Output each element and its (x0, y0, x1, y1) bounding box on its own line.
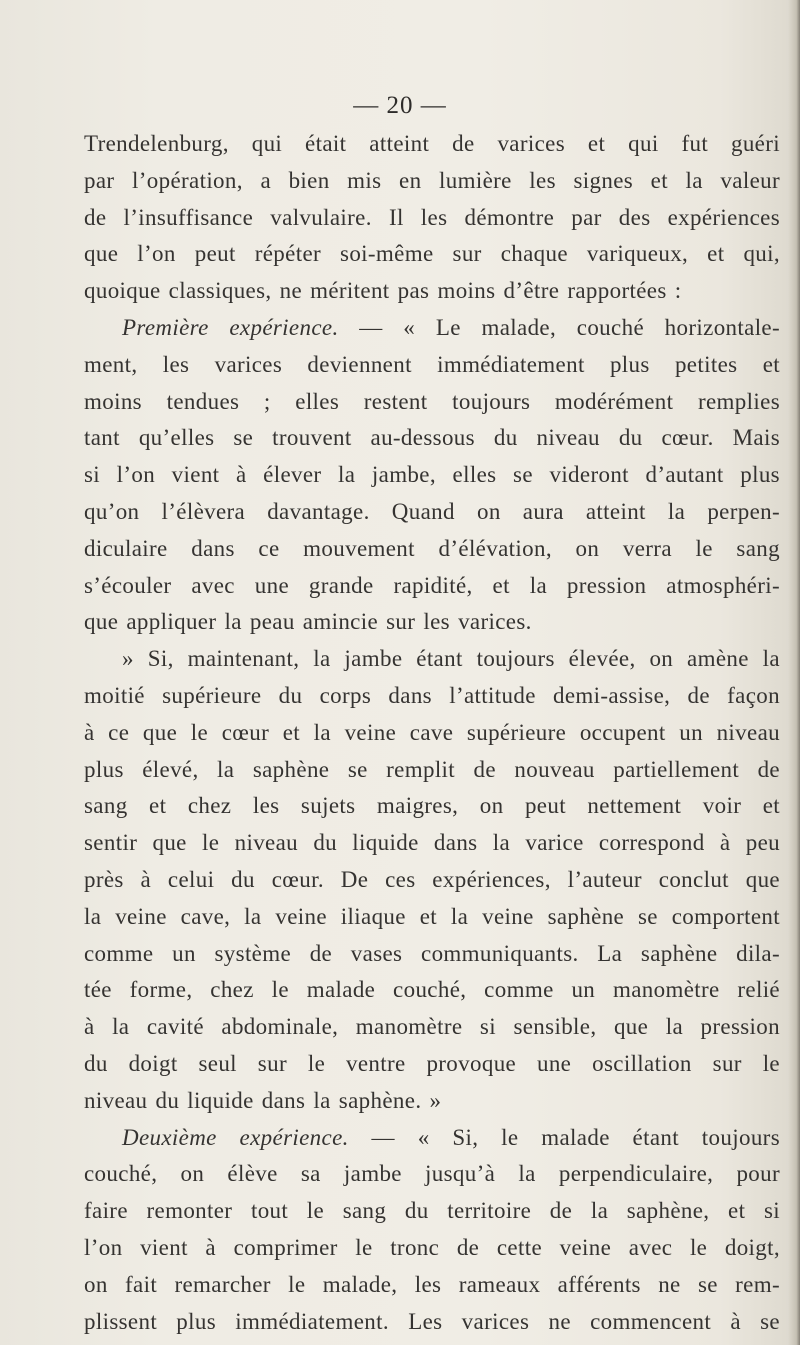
line-text: niveau du liquide dans la saphène. » (84, 1087, 442, 1113)
text-line (84, 936, 780, 973)
text-line (84, 1193, 780, 1230)
line-text: quoique classiques, ne méritent pas moins d’être rapportées : (84, 278, 682, 304)
line-text: que l’on peut répéter soi-même sur chaque variqueux, et qui, (84, 241, 780, 267)
line-text: du doigt seul sur le ventre provoque une oscillation sur le (84, 1050, 780, 1076)
line-text: plus élevé, la saphène se remplit de nouveau partiellement de (84, 756, 780, 782)
line-text: que appliquer la peau amincie sur les varices. (84, 609, 532, 635)
text-line (84, 1304, 780, 1341)
text-line (84, 457, 780, 494)
text-line (84, 384, 780, 421)
text-line (84, 236, 780, 273)
page-edge-shadow (788, 0, 800, 1345)
text-line (84, 678, 780, 715)
text-line (84, 1156, 780, 1193)
line-text: l’on vient à comprimer le tronc de cette veine avec le doigt, (84, 1234, 780, 1260)
line-text: sang et chez les sujets maigres, on peut nettement voir et (84, 793, 780, 819)
italic-heading: Deuxième expérience. (122, 1124, 349, 1150)
text-line (84, 604, 780, 641)
line-text: près à celui du cœur. De ces expériences, l’auteur conclut que (84, 866, 780, 892)
line-text: plissent plus immédiatement. Les varices ne commencent à se (84, 1308, 780, 1334)
line-text: diculaire dans ce mouvement d’élévation, on verra le sang (84, 535, 780, 561)
line-text: tant qu’elles se trouvent au-dessous du niveau du cœur. Mais (84, 425, 780, 451)
text-line (84, 862, 780, 899)
line-text: à la cavité abdominale, manomètre si sensible, que la pression (84, 1014, 780, 1040)
line-text: s’écouler avec une grande rapidité, et la pression atmosphéri- (84, 572, 780, 598)
page-number: — 20 — (353, 92, 447, 119)
text-line (84, 1267, 780, 1304)
text-line (84, 1120, 780, 1157)
text-line (84, 1230, 780, 1267)
line-text: on fait remarcher le malade, les rameaux afférents ne se rem- (84, 1271, 780, 1297)
line-text: Trendelenburg, qui était atteint de varices et qui fut guéri (84, 131, 780, 156)
text-line (84, 200, 780, 237)
line-text: de l’insuffisance valvulaire. Il les démontre par des expériences (84, 204, 780, 230)
line-text: qu’on l’élèvera davantage. Quand on aura atteint la perpen- (84, 498, 780, 524)
text-line (84, 899, 780, 936)
line-text: moitié supérieure du corps dans l’attitude demi-assise, de façon (84, 682, 780, 708)
line-text: tée forme, chez le malade couché, comme un manomètre relié (84, 977, 780, 1003)
line-text: moins tendues ; elles restent toujours modérément remplies (84, 388, 780, 414)
line-text: sentir que le niveau du liquide dans la varice correspond à peu (84, 830, 780, 856)
text-line (84, 972, 780, 1009)
text-line (84, 788, 780, 825)
line-text: comme un système de vases communiquants. La saphène dila- (84, 940, 780, 966)
text-line (84, 273, 780, 310)
body-text (84, 126, 780, 1340)
text-line (84, 568, 780, 605)
text-line (84, 347, 780, 384)
text-line (84, 1009, 780, 1046)
italic-heading: Première expérience. (122, 314, 339, 340)
line-text: faire remonter tout le sang du territoire de la saphène, et si (84, 1198, 780, 1224)
line-text: ment, les varices deviennent immédiatement plus petites et (84, 351, 780, 377)
text-line (84, 420, 780, 457)
text-line (84, 310, 780, 347)
line-text: — « Le malade, couché horizontale- (338, 314, 781, 340)
line-text: » Si, maintenant, la jambe étant toujours élevée, on amène la (122, 646, 780, 672)
line-text: couché, on élève sa jambe jusqu’à la perpendiculaire, pour (84, 1161, 780, 1187)
text-line (84, 715, 780, 752)
text-line (84, 1083, 780, 1120)
line-text: si l’on vient à élever la jambe, elles se videront d’autant plus (84, 462, 780, 488)
text-line (84, 126, 780, 163)
line-text: par l’opération, a bien mis en lumière les signes et la valeur (84, 167, 780, 193)
text-line (84, 641, 780, 678)
text-line (84, 163, 780, 200)
line-text: — « Si, le malade étant toujours (348, 1124, 780, 1150)
text-line (84, 752, 780, 789)
text-line (84, 825, 780, 862)
text-line (84, 1046, 780, 1083)
line-text: la veine cave, la veine iliaque et la veine saphène se comportent (84, 903, 780, 929)
text-line (84, 494, 780, 531)
text-line (84, 531, 780, 568)
line-text: à ce que le cœur et la veine cave supérieure occupent un niveau (84, 719, 780, 745)
